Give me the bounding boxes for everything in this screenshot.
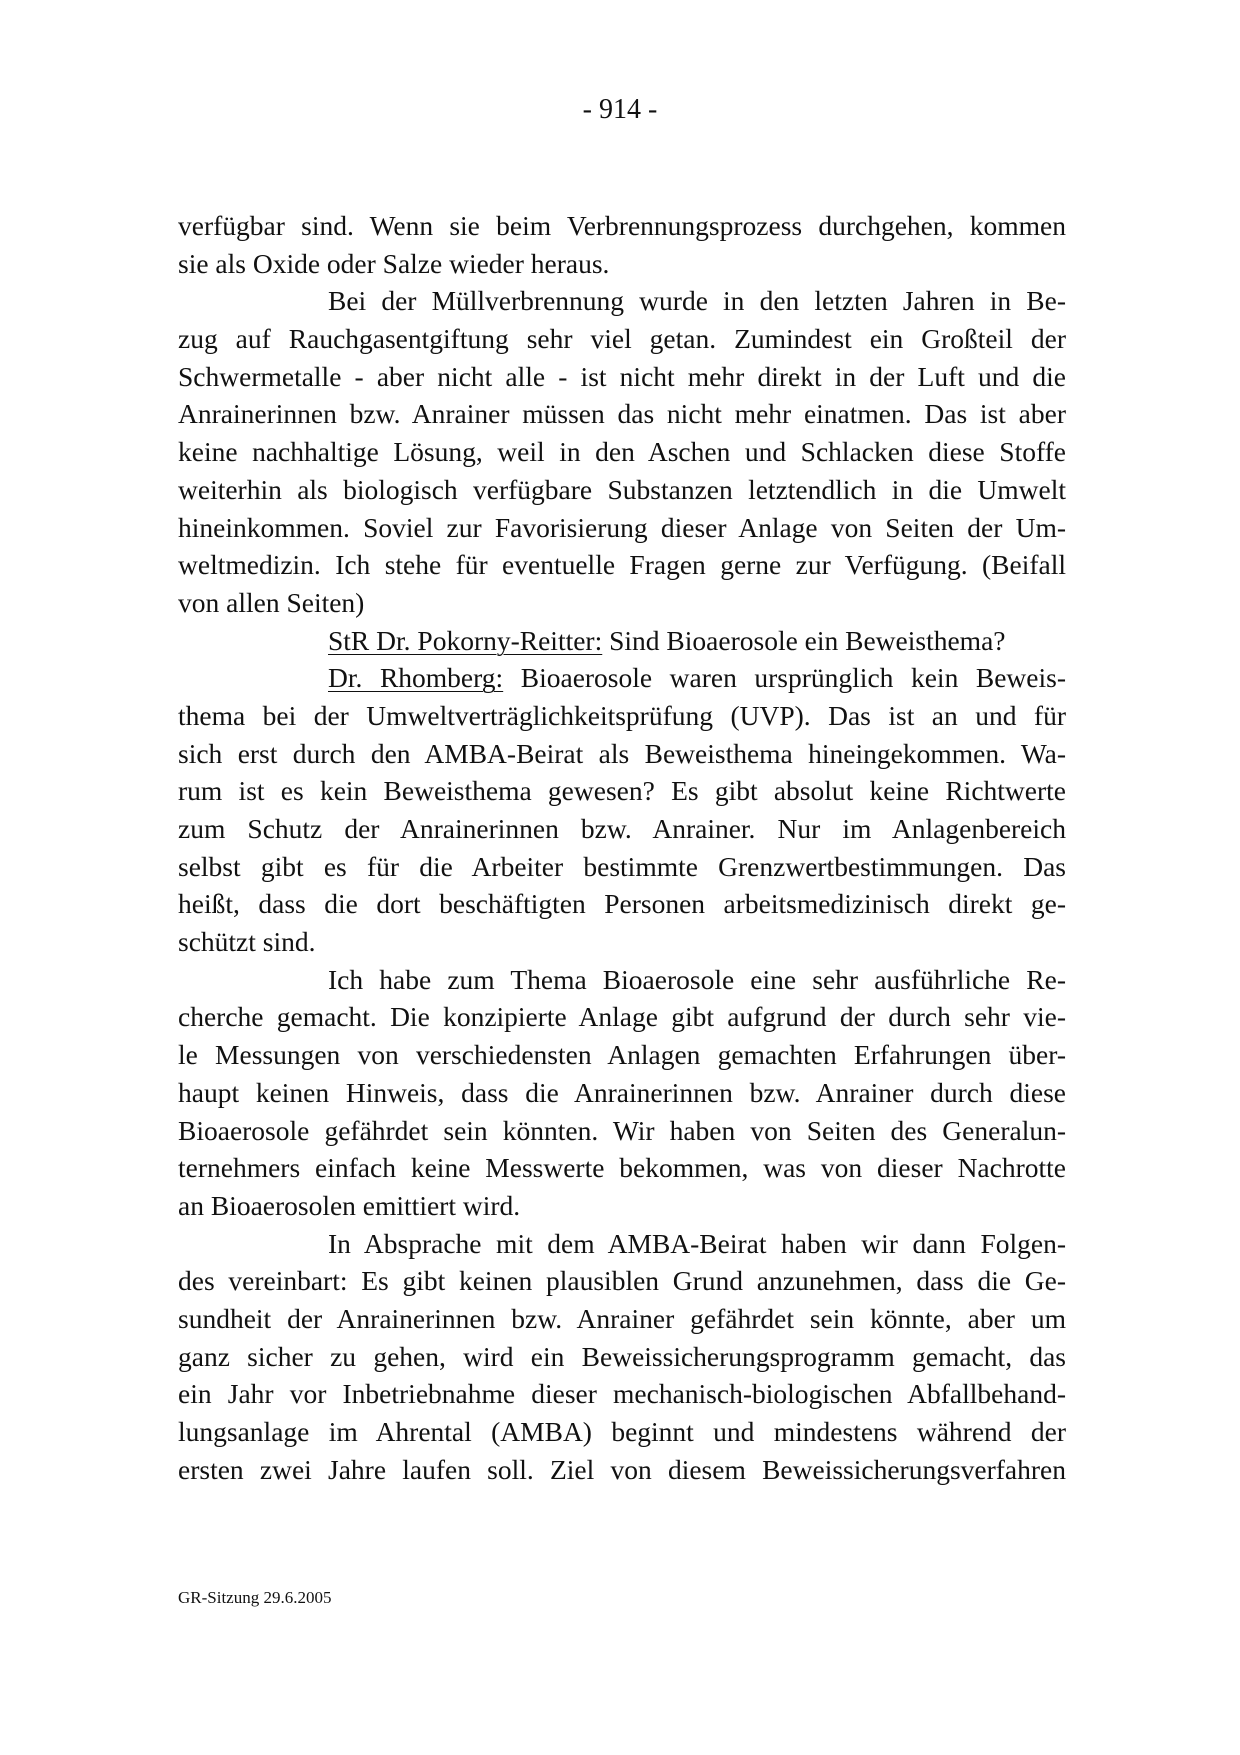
text-line: Anrainerinnen bzw. Anrainer müssen das nicht mehr einatmen. Das ist aber: [178, 398, 1066, 430]
page-number: - 914 -: [582, 94, 658, 125]
text-line: keine nachhaltige Lösung, weil in den Aschen und Schlacken diese Stoffe: [178, 436, 1066, 468]
text-line: heißt, dass die dort beschäftigten Personen arbeitsmedizinisch direkt ge-: [178, 888, 1066, 920]
text-line: sich erst durch den AMBA-Beirat als Beweisthema hineingekommen. Wa-: [178, 737, 1066, 769]
speaker-text: Bioaerosole waren ursprünglich kein Beweis-: [503, 662, 1066, 694]
speaker-line: [178, 659, 1066, 697]
text-line: sie als Oxide oder Salze wieder heraus.: [178, 247, 610, 279]
text-line: verfügbar sind. Wenn sie beim Verbrennungsprozess durchgehen, kommen: [178, 210, 1066, 241]
text-line: Bioaerosole gefährdet sein könnten. Wir haben von Seiten des Generalun-: [178, 1114, 1066, 1146]
text-line: cherche gemacht. Die konzipierte Anlage gibt aufgrund der durch sehr vie-: [178, 1001, 1066, 1033]
text-line: des vereinbart: Es gibt keinen plausiblen Grund anzunehmen, dass die Ge-: [178, 1265, 1066, 1297]
text-line: hineinkommen. Soviel zur Favorisierung dieser Anlage von Seiten der Um-: [178, 511, 1066, 543]
document-body: [178, 207, 1066, 1488]
text-line: zug auf Rauchgasentgiftung sehr viel getan. Zumindest ein Großteil der: [178, 323, 1066, 355]
text-line: Bei der Müllverbrennung wurde in den letzten Jahren in Be-: [328, 285, 1066, 317]
text-line: sundheit der Anrainerinnen bzw. Anrainer gefährdet sein könnte, aber um: [178, 1302, 1066, 1334]
text-line: an Bioaerosolen emittiert wird.: [178, 1189, 521, 1221]
text-line: ternehmers einfach keine Messwerte bekommen, was von dieser Nachrotte: [178, 1152, 1066, 1184]
text-line: ein Jahr vor Inbetriebnahme dieser mechanisch-biologischen Abfallbehand-: [178, 1378, 1066, 1410]
text-line: lungsanlage im Ahrental (AMBA) beginnt und mindestens während der: [178, 1416, 1066, 1447]
page-footer: GR-Sitzung 29.6.2005: [178, 1588, 332, 1607]
speaker-name: Dr. Rhomberg:: [328, 662, 504, 694]
text-line: ganz sicher zu gehen, wird ein Beweissicherungsprogramm gemacht, das: [178, 1340, 1066, 1372]
text-line: Schwermetalle - aber nicht alle - ist nicht mehr direkt in der Luft und die: [178, 360, 1066, 392]
speaker-text: Sind Bioaerosole ein Beweisthema?: [602, 624, 1006, 656]
text-line: thema bei der Umweltverträglichkeitsprüfung (UVP). Das ist an und für: [178, 699, 1066, 731]
text-line: weiterhin als biologisch verfügbare Substanzen letztendlich in die Umwelt: [178, 473, 1066, 505]
text-line: von allen Seiten): [178, 586, 365, 618]
text-line: selbst gibt es für die Arbeiter bestimmte Grenzwertbestimmungen. Das: [178, 850, 1066, 882]
text-line: Ich habe zum Thema Bioaerosole eine sehr ausführliche Re-: [328, 963, 1066, 995]
text-line: haupt keinen Hinweis, dass die Anrainerinnen bzw. Anrainer durch diese: [178, 1076, 1066, 1108]
speaker-line: [178, 622, 1066, 660]
speaker-name: StR Dr. Pokorny-Reitter:: [328, 624, 603, 656]
text-line: In Absprache mit dem AMBA-Beirat haben wir dann Folgen-: [328, 1227, 1066, 1259]
text-line: schützt sind.: [178, 926, 316, 958]
text-line: le Messungen von verschiedensten Anlagen gemachten Erfahrungen über-: [178, 1039, 1066, 1071]
text-line: rum ist es kein Beweisthema gewesen? Es gibt absolut keine Richtwerte: [178, 775, 1066, 807]
text-line: zum Schutz der Anrainerinnen bzw. Anrainer. Nur im Anlagenbereich: [178, 813, 1066, 844]
text-line: weltmedizin. Ich stehe für eventuelle Fragen gerne zur Verfügung. (Beifall: [178, 549, 1066, 581]
text-line: ersten zwei Jahre laufen soll. Ziel von diesem Beweissicherungsverfahren: [178, 1453, 1066, 1485]
